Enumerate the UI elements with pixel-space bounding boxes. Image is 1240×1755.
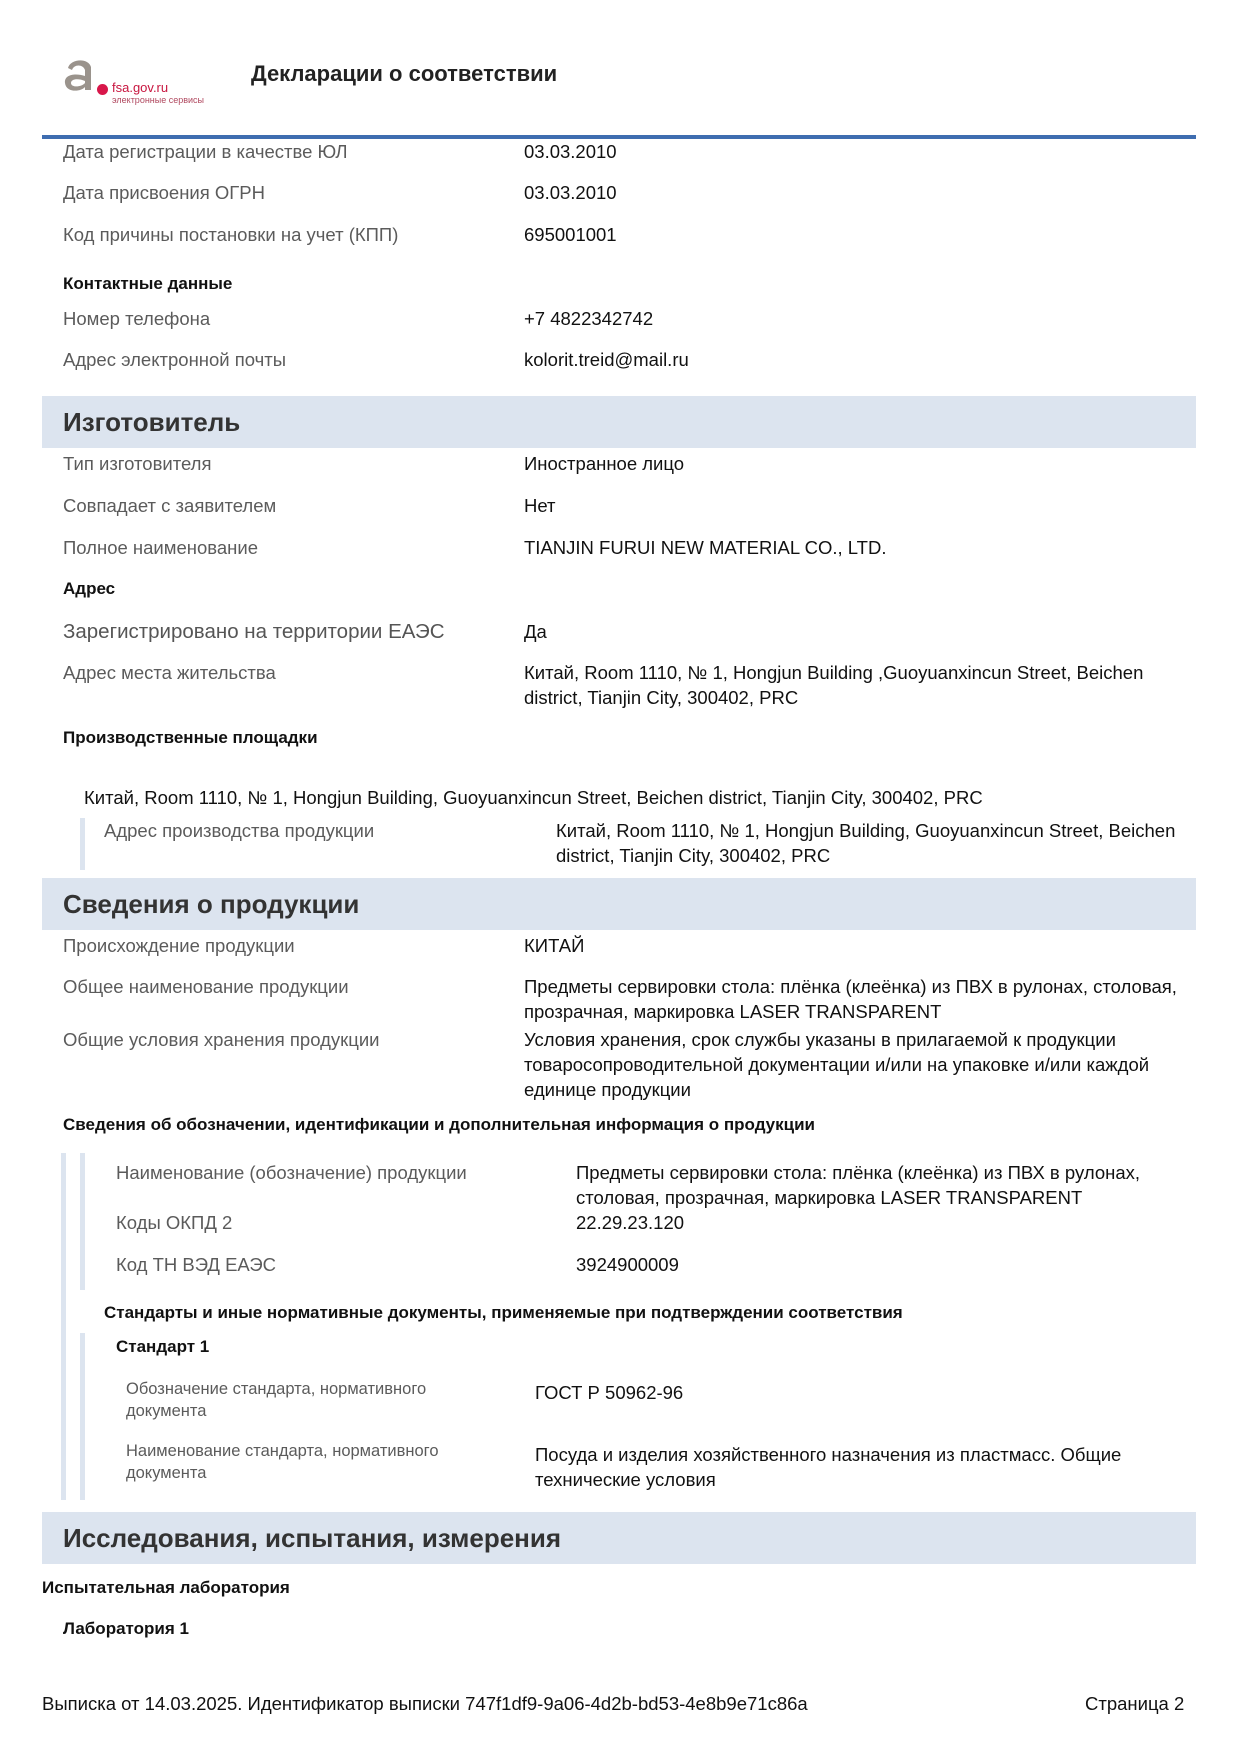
product-name-value: Предметы сервировки стола: плёнка (клеёнка) из ПВХ в рулонах, столовая, прозрачная, маркировка LASER TRANSPARENT <box>576 1162 1141 1208</box>
section-manufacturer <box>42 396 1196 448</box>
phone-label: Номер телефона <box>63 308 211 329</box>
manufacturer-type-value: Иностранное лицо <box>524 453 685 474</box>
document-title: Декларации о соответствии <box>251 61 558 86</box>
manufacturer-type-label: Тип изготовителя <box>63 453 212 474</box>
production-sites-heading: Производственные площадки <box>63 728 318 747</box>
full-name-value: TIANJIN FURUI NEW MATERIAL CO., LTD. <box>524 537 887 558</box>
ogrn-date-label: Дата присвоения ОГРН <box>63 182 266 203</box>
full-name-label: Полное наименование <box>63 537 259 558</box>
ogrn-date-value: 03.03.2010 <box>524 182 617 203</box>
contacts-heading: Контактные данные <box>63 274 233 293</box>
storage-value: Условия хранения, срок службы указаны в прилагаемой к продукции товаросопроводительной документации и/или на упаковке и/или каждой единице продукции <box>524 1029 1150 1100</box>
production-address-label: Адрес производства продукции <box>104 820 375 841</box>
reg-date-label: Дата регистрации в качестве ЮЛ <box>63 141 348 162</box>
logo-site: fsa.gov.ru <box>112 80 169 95</box>
page-number: Страница 2 <box>1085 1693 1185 1714</box>
address-heading: Адрес <box>63 579 116 598</box>
okpd-label: Коды ОКПД 2 <box>116 1212 233 1233</box>
standard-code-label: Обозначение стандарта, нормативного документа <box>126 1380 427 1420</box>
origin-value: КИТАЙ <box>524 935 585 956</box>
same-as-applicant-label: Совпадает с заявителем <box>63 495 277 516</box>
common-name-label: Общее наименование продукции <box>63 976 349 997</box>
standard-name-label: Наименование стандарта, нормативного документа <box>126 1442 439 1482</box>
email-label: Адрес электронной почты <box>63 349 287 370</box>
eaeu-registered-label: Зарегистрировано на территории ЕАЭС <box>63 620 445 643</box>
reg-date-value: 03.03.2010 <box>524 141 617 162</box>
standard-indent-bar <box>80 1333 85 1500</box>
fsa-logo-icon <box>60 56 100 96</box>
tnved-value: 3924900009 <box>576 1254 679 1275</box>
production-site-address: Китай, Room 1110, № 1, Hongjun Building, Guoyuanxincun Street, Beichen district, Tianjin City, 300402, PRC <box>84 787 983 808</box>
extract-identifier: Выписка от 14.03.2025. Идентификатор выписки 747f1df9-9a06-4d2b-bd53-4e8b9e71c86a <box>42 1693 808 1714</box>
section-product <box>42 878 1196 930</box>
storage-label: Общие условия хранения продукции <box>63 1029 380 1050</box>
standard-code-value: ГОСТ Р 50962-96 <box>535 1382 684 1403</box>
eaeu-registered-value: Да <box>524 621 547 642</box>
logo-dot-icon <box>97 84 108 95</box>
lab-title: Лаборатория 1 <box>63 1619 189 1638</box>
identification-heading: Сведения об обозначении, идентификации и дополнительная информация о продукции <box>63 1115 816 1134</box>
email-value: kolorit.treid@mail.ru <box>524 349 689 370</box>
section-title: Исследования, испытания, измерения <box>63 1523 562 1553</box>
okpd-value: 22.29.23.120 <box>576 1212 685 1233</box>
production-address-value: Китай, Room 1110, № 1, Hongjun Building, Guoyuanxincun Street, Beichen district, Tianjin City, 300402, PRC <box>556 820 1176 866</box>
section-research <box>42 1512 1196 1564</box>
test-lab-heading: Испытательная лаборатория <box>42 1578 290 1597</box>
identification-indent-bar <box>61 1153 66 1500</box>
standard-title: Стандарт 1 <box>116 1337 210 1356</box>
kpp-label: Код причины постановки на учет (КПП) <box>63 224 399 245</box>
section-title: Изготовитель <box>63 407 241 437</box>
phone-value: +7 4822342742 <box>524 308 654 329</box>
same-as-applicant-value: Нет <box>524 495 556 516</box>
product-name-label: Наименование (обозначение) продукции <box>116 1162 467 1183</box>
standards-heading: Стандарты и иные нормативные документы, применяемые при подтверждении соответствия <box>104 1303 903 1322</box>
product-details-indent-bar <box>80 1153 85 1290</box>
logo-tagline: электронные сервисы <box>112 95 205 105</box>
tnved-label: Код ТН ВЭД ЕАЭС <box>116 1254 277 1275</box>
residence-address-value: Китай, Room 1110, № 1, Hongjun Building ,Guoyuanxincun Street, Beichen district, Tianjin City, 300402, PRC <box>524 662 1144 708</box>
standard-name-value: Посуда и изделия хозяйственного назначения из пластмасс. Общие технические условия <box>535 1444 1122 1490</box>
site-indent-bar <box>80 818 85 870</box>
residence-address-label: Адрес места жительства <box>63 662 276 683</box>
section-title: Сведения о продукции <box>63 889 360 919</box>
common-name-value: Предметы сервировки стола: плёнка (клеёнка) из ПВХ в рулонах, столовая, прозрачная, маркировка LASER TRANSPARENT <box>524 976 1177 1022</box>
kpp-value: 695001001 <box>524 224 617 245</box>
origin-label: Происхождение продукции <box>63 935 295 956</box>
